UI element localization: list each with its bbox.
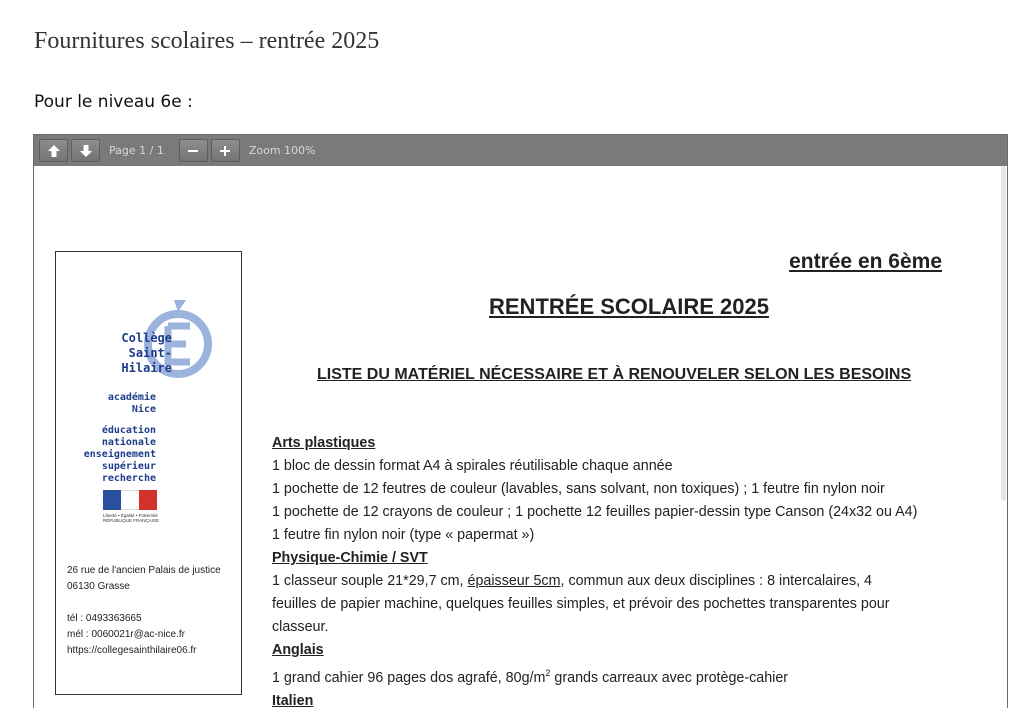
list-item: 1 pochette de 12 feutres de couleur (lavables, sans solvant, non toxiques) ; 1 feutre fin nylon noir <box>272 481 885 497</box>
supply-list <box>272 432 962 708</box>
ministry-line: académie <box>107 392 156 403</box>
address-city: 06130 Grasse <box>67 581 130 592</box>
scrollbar-thumb[interactable] <box>1001 166 1006 501</box>
pdf-toolbar <box>34 135 1007 166</box>
zoom-indicator: Zoom 100% <box>248 144 316 157</box>
next-page-button[interactable] <box>71 139 100 162</box>
pdf-page <box>34 166 1000 708</box>
plus-icon <box>218 144 232 158</box>
college-logo <box>92 296 212 386</box>
website: https://collegesainthilaire06.fr <box>67 645 197 656</box>
ministry-line: Nice <box>131 404 156 415</box>
college-sidebar <box>55 251 242 695</box>
vertical-scrollbar[interactable] <box>999 166 1007 506</box>
college-name: Collège Saint-Hilaire <box>121 331 172 375</box>
section-heading-anglais: Anglais <box>272 642 324 658</box>
list-item: feuilles de papier machine, quelques feuilles simples, et prévoir des pochettes transparentes pour <box>272 596 890 612</box>
address-line: 26 rue de l'ancien Palais de justice <box>67 565 221 576</box>
zoom-out-button[interactable] <box>179 139 208 162</box>
list-item: 1 bloc de dessin format A4 à spirales réutilisable chaque année <box>272 458 673 474</box>
list-item: 1 feutre fin nylon noir (type « papermat ») <box>272 527 535 543</box>
section-heading-arts: Arts plastiques <box>272 435 376 451</box>
email: mél : 0060021r@ac-nice.fr <box>67 629 185 640</box>
ministry-line: nationale <box>101 437 156 448</box>
list-item: 1 grand cahier 96 pages dos agrafé, $80g/m^2$ grands carreaux avec protège-cahier <box>272 668 789 686</box>
ministry-line: supérieur <box>101 461 156 472</box>
list-item: 1 pochette de 12 crayons de couleur ; 1 pochette 12 feuilles papier-dessin type Canson (24x32 ou A4) <box>272 504 918 520</box>
previous-page-button[interactable] <box>39 139 68 162</box>
document-title: RENTRÉE SCOLAIRE 2025 <box>489 294 769 319</box>
zoom-in-button[interactable] <box>211 139 240 162</box>
page-title: Fournitures scolaires – rentrée 2025 <box>34 28 380 54</box>
list-item: 1 classeur souple 21*29,7 cm, épaisseur 5cm, commun aux deux disciplines : 8 intercalaires, 4 <box>272 573 873 589</box>
flag-caption: Liberté • Égalité • Fraternité RÉPUBLIQUE FRANÇAISE <box>103 513 160 523</box>
document-subtitle: LISTE DU MATÉRIEL NÉCESSAIRE ET À RENOUVELER SELON LES BESOINS <box>317 366 912 383</box>
section-heading-italien: Italien <box>272 692 314 708</box>
ministry-line: recherche <box>101 473 156 484</box>
minus-icon <box>186 144 200 158</box>
ministry-line: éducation <box>101 425 156 436</box>
level-intro: Pour le niveau 6e : <box>34 92 193 112</box>
arrow-down-icon <box>79 144 93 158</box>
arrow-up-icon <box>47 144 61 158</box>
list-item: classeur. <box>272 619 329 635</box>
section-heading-physique: Physique-Chimie / SVT <box>272 550 428 566</box>
ministry-line: enseignement <box>83 449 156 460</box>
pdf-viewer[interactable] <box>33 134 1008 708</box>
page-indicator: Page 1 / 1 <box>109 144 164 157</box>
grade-level: entrée en 6ème <box>789 250 942 273</box>
french-flag <box>103 490 157 510</box>
phone: tél : 0493363665 <box>67 613 142 624</box>
